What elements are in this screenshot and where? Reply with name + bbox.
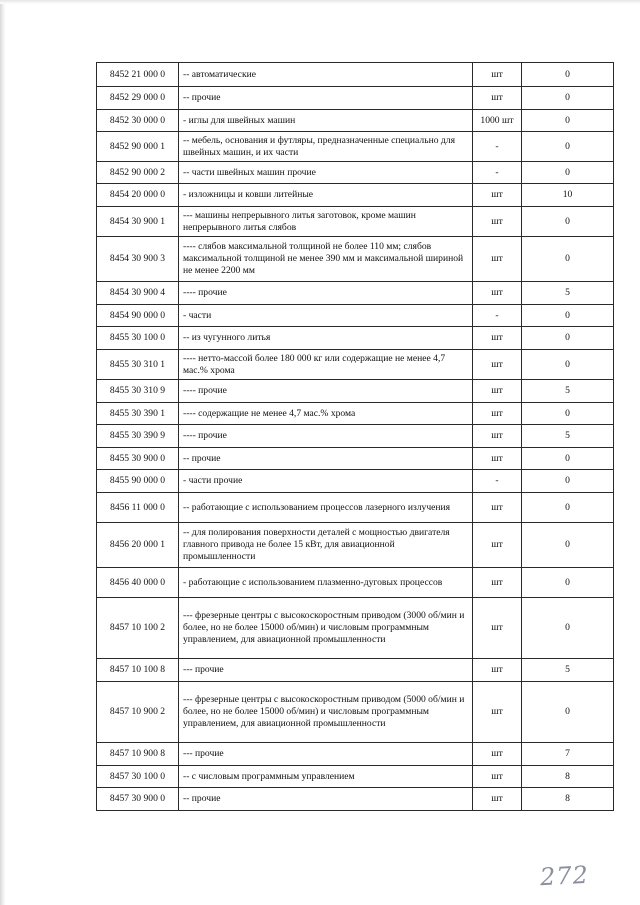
- unit-cell: шт: [473, 523, 522, 568]
- table-row: [97, 425, 614, 448]
- unit-cell: -: [473, 132, 522, 162]
- description-cell: --- фрезерные центры с высокоскоростным приводом (5000 об/мин и более, но не более 15000 об/мин) и числовым программным управлением, для авиационной промышленности: [179, 682, 473, 743]
- unit-cell: шт: [473, 568, 522, 598]
- duty-rate-cell: 0: [522, 87, 614, 110]
- tnved-code-cell: 8452 21 000 0: [97, 63, 179, 87]
- unit-cell: шт: [473, 87, 522, 110]
- unit-cell: шт: [473, 425, 522, 448]
- description-cell: -- работающие с использованием процессов лазерного излучения: [179, 493, 473, 523]
- duty-rate-cell: 0: [522, 132, 614, 162]
- duty-rate-cell: 0: [522, 237, 614, 282]
- tnved-code-cell: 8457 30 900 0: [97, 788, 179, 811]
- duty-rate-cell: 8: [522, 766, 614, 788]
- unit-cell: шт: [473, 63, 522, 87]
- table-row: [97, 132, 614, 162]
- tnved-code-cell: 8456 20 000 1: [97, 523, 179, 568]
- duty-rate-cell: 0: [522, 327, 614, 350]
- description-cell: -- мебель, основания и футляры, предназначенные специально для швейных машин, и их части: [179, 132, 473, 162]
- description-cell: -- автоматические: [179, 63, 473, 87]
- duty-rate-cell: 10: [522, 184, 614, 207]
- table-row: [97, 448, 614, 470]
- table-row: [97, 207, 614, 237]
- unit-cell: шт: [473, 766, 522, 788]
- duty-rate-cell: 0: [522, 523, 614, 568]
- unit-cell: шт: [473, 788, 522, 811]
- table-row: [97, 63, 614, 87]
- unit-cell: -: [473, 305, 522, 327]
- description-cell: --- фрезерные центры с высокоскоростным приводом (3000 об/мин и более, но не более 15000 об/мин) и числовым программным управлением, для авиационной промышленности: [179, 598, 473, 659]
- description-cell: --- прочие: [179, 743, 473, 766]
- tariff-table-body: [97, 63, 614, 811]
- duty-rate-cell: 5: [522, 425, 614, 448]
- tnved-code-cell: 8457 10 900 2: [97, 682, 179, 743]
- table-row: [97, 162, 614, 184]
- table-row: [97, 87, 614, 110]
- tnved-code-cell: 8455 30 100 0: [97, 327, 179, 350]
- tnved-code-cell: 8457 10 100 2: [97, 598, 179, 659]
- tnved-code-cell: 8457 10 100 8: [97, 659, 179, 682]
- table-row: [97, 350, 614, 380]
- tnved-code-cell: 8452 29 000 0: [97, 87, 179, 110]
- description-cell: - части прочие: [179, 470, 473, 493]
- description-cell: -- прочие: [179, 788, 473, 811]
- duty-rate-cell: 0: [522, 162, 614, 184]
- tnved-code-cell: 8452 30 000 0: [97, 110, 179, 132]
- duty-rate-cell: 0: [522, 568, 614, 598]
- tnved-code-cell: 8454 20 000 0: [97, 184, 179, 207]
- description-cell: -- части швейных машин прочие: [179, 162, 473, 184]
- table-row: [97, 282, 614, 305]
- tnved-code-cell: 8457 10 900 8: [97, 743, 179, 766]
- unit-cell: шт: [473, 282, 522, 305]
- unit-cell: шт: [473, 682, 522, 743]
- table-row: [97, 110, 614, 132]
- tnved-code-cell: 8452 90 000 1: [97, 132, 179, 162]
- description-cell: -- прочие: [179, 448, 473, 470]
- duty-rate-cell: 5: [522, 282, 614, 305]
- table-row: [97, 237, 614, 282]
- tnved-code-cell: 8454 30 900 3: [97, 237, 179, 282]
- unit-cell: шт: [473, 403, 522, 425]
- unit-cell: шт: [473, 448, 522, 470]
- unit-cell: -: [473, 470, 522, 493]
- tnved-code-cell: 8455 30 310 1: [97, 350, 179, 380]
- duty-rate-cell: 0: [522, 493, 614, 523]
- tnved-code-cell: 8452 90 000 2: [97, 162, 179, 184]
- unit-cell: 1000 шт: [473, 110, 522, 132]
- tnved-code-cell: 8456 11 000 0: [97, 493, 179, 523]
- table-row: [97, 327, 614, 350]
- description-cell: -- для полирования поверхности деталей с мощностью двигателя главного привода не более 15 кВт, для авиационной промышленности: [179, 523, 473, 568]
- description-cell: ---- слябов максимальной толщиной не более 110 мм; слябов максимальной толщиной не менее 390 мм и максимальной шириной не менее 2200 мм: [179, 237, 473, 282]
- tnved-code-cell: 8455 30 390 1: [97, 403, 179, 425]
- description-cell: ---- содержащие не менее 4,7 мас.% хрома: [179, 403, 473, 425]
- table-row: [97, 682, 614, 743]
- description-cell: --- прочие: [179, 659, 473, 682]
- unit-cell: шт: [473, 493, 522, 523]
- duty-rate-cell: 0: [522, 63, 614, 87]
- tariff-table: [96, 62, 614, 811]
- duty-rate-cell: 0: [522, 207, 614, 237]
- duty-rate-cell: 0: [522, 305, 614, 327]
- table-row: [97, 766, 614, 788]
- table-row: [97, 380, 614, 403]
- unit-cell: шт: [473, 743, 522, 766]
- description-cell: ---- прочие: [179, 425, 473, 448]
- duty-rate-cell: 7: [522, 743, 614, 766]
- unit-cell: шт: [473, 350, 522, 380]
- table-row: [97, 568, 614, 598]
- tnved-code-cell: 8454 30 900 4: [97, 282, 179, 305]
- description-cell: - работающие с использованием плазменно-дуговых процессов: [179, 568, 473, 598]
- duty-rate-cell: 0: [522, 350, 614, 380]
- unit-cell: -: [473, 162, 522, 184]
- tnved-code-cell: 8456 40 000 0: [97, 568, 179, 598]
- table-row: [97, 470, 614, 493]
- description-cell: --- машины непрерывного литья заготовок, кроме машин непрерывного литья слябов: [179, 207, 473, 237]
- description-cell: -- с числовым программным управлением: [179, 766, 473, 788]
- duty-rate-cell: 5: [522, 659, 614, 682]
- table-row: [97, 598, 614, 659]
- duty-rate-cell: 0: [522, 682, 614, 743]
- tnved-code-cell: 8454 90 000 0: [97, 305, 179, 327]
- tnved-code-cell: 8454 30 900 1: [97, 207, 179, 237]
- duty-rate-cell: 0: [522, 403, 614, 425]
- description-cell: -- прочие: [179, 87, 473, 110]
- unit-cell: шт: [473, 327, 522, 350]
- table-row: [97, 493, 614, 523]
- description-cell: -- из чугунного литья: [179, 327, 473, 350]
- table-row: [97, 523, 614, 568]
- duty-rate-cell: 0: [522, 598, 614, 659]
- table-row: [97, 659, 614, 682]
- duty-rate-cell: 0: [522, 448, 614, 470]
- tnved-code-cell: 8455 30 390 9: [97, 425, 179, 448]
- description-cell: ---- нетто-массой более 180 000 кг или содержащие не менее 4,7 мас.% хрома: [179, 350, 473, 380]
- scan-shadow-edge: [0, 0, 6, 905]
- tnved-code-cell: 8455 30 310 9: [97, 380, 179, 403]
- table-row: [97, 305, 614, 327]
- description-cell: ---- прочие: [179, 380, 473, 403]
- duty-rate-cell: 8: [522, 788, 614, 811]
- description-cell: - иглы для швейных машин: [179, 110, 473, 132]
- tnved-code-cell: 8455 90 000 0: [97, 470, 179, 493]
- table-row: [97, 184, 614, 207]
- duty-rate-cell: 0: [522, 110, 614, 132]
- unit-cell: шт: [473, 237, 522, 282]
- table-row: [97, 788, 614, 811]
- handwritten-page-number: 272: [539, 860, 590, 892]
- unit-cell: шт: [473, 184, 522, 207]
- tnved-code-cell: 8457 30 100 0: [97, 766, 179, 788]
- scan-shadow-top: [0, 0, 640, 4]
- unit-cell: шт: [473, 659, 522, 682]
- description-cell: - изложницы и ковши литейные: [179, 184, 473, 207]
- duty-rate-cell: 5: [522, 380, 614, 403]
- description-cell: ---- прочие: [179, 282, 473, 305]
- duty-rate-cell: 0: [522, 470, 614, 493]
- table-row: [97, 743, 614, 766]
- description-cell: - части: [179, 305, 473, 327]
- table-row: [97, 403, 614, 425]
- unit-cell: шт: [473, 207, 522, 237]
- unit-cell: шт: [473, 598, 522, 659]
- tnved-code-cell: 8455 30 900 0: [97, 448, 179, 470]
- unit-cell: шт: [473, 380, 522, 403]
